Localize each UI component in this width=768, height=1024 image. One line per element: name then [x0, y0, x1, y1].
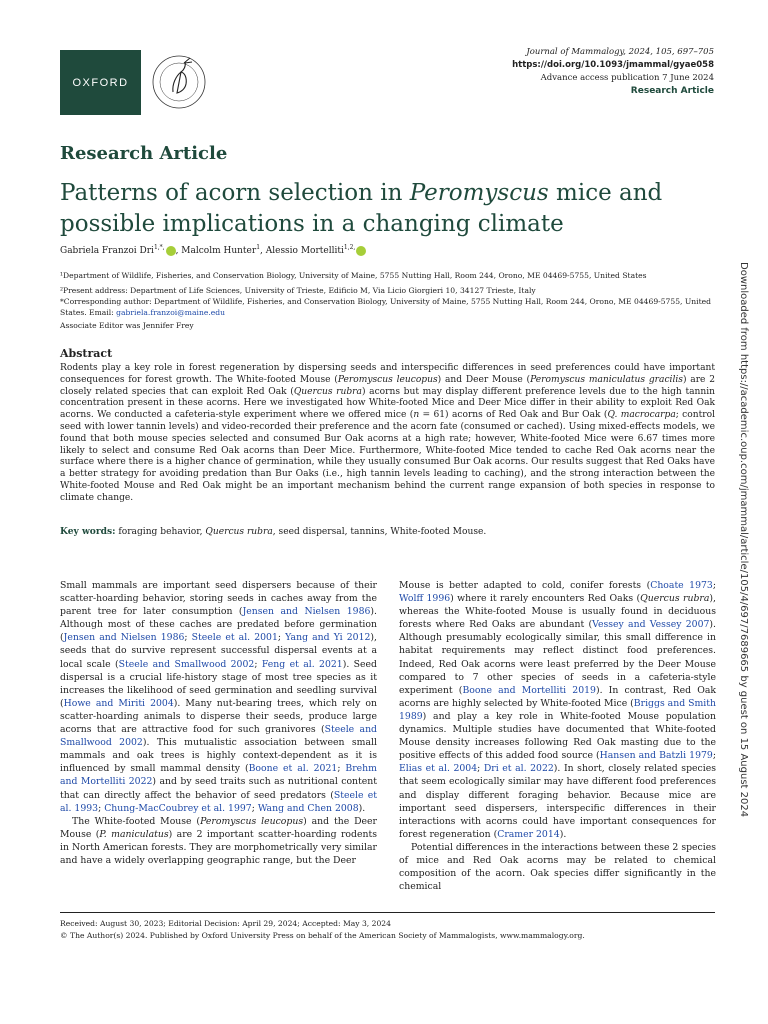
citation-link[interactable]: Steele et al. 1993: [60, 789, 377, 814]
corresponding-author: *Corresponding author: Department of Wildlife, Fisheries, and Conservation Biology, University of Maine, 5755 Nutting Hall, Room 244, Orono, ME 04469-5755, United States. Email: gabriela.franzoi@maine.edu: [60, 297, 711, 317]
citation-link[interactable]: Howe and Miriti 2004: [63, 697, 174, 709]
citation-link[interactable]: Chung-MacCoubrey et al. 1997: [104, 802, 252, 814]
citation-link[interactable]: Hansen and Batzli 1979: [599, 750, 713, 762]
publisher-name: OXFORD: [72, 76, 129, 89]
citation-link[interactable]: Choate 1973: [650, 580, 713, 591]
body-column-left: [60, 579, 377, 867]
abstract-heading: Abstract: [60, 347, 113, 360]
affiliation-2: ²Present address: Department of Life Sciences, University of Trieste, Edificio M, Via Licio Giorgieri 10, 34127 Trieste, Italy: [60, 286, 536, 295]
author-list: Gabriela Franzoi Dri$^{1,*,}$ , Malcolm Hunter$^1$, Alessio Mortelliti$^{1,2,}$: [60, 244, 366, 256]
citation-link[interactable]: Wolff 1996: [399, 593, 451, 605]
citation-link[interactable]: Cramer 2014: [497, 828, 560, 840]
keywords: Key words: foraging behavior, Quercus rubra, seed dispersal, tannins, White-footed Mouse.: [60, 526, 487, 537]
citation-link[interactable]: Vessey and Vessey 2007: [592, 619, 710, 631]
citation-link[interactable]: Jensen and Nielsen 1986: [63, 632, 185, 644]
paragraph: Potential differences in the interactions between these 2 species of mice and Red Oak acorns may be related to chemical composition of the acorn. Oak species differ significantly in the chemical: [399, 841, 716, 893]
received-dates: Received: August 30, 2023; Editorial Decision: April 29, 2024; Accepted: May 3, 2024: [60, 919, 391, 928]
journal-citation: Journal of Mammalogy, 2024, 105, 697–705: [526, 47, 714, 57]
citation-link[interactable]: Jensen and Nielsen 1986: [242, 606, 371, 618]
orcid-icon[interactable]: [166, 246, 176, 256]
citation-link[interactable]: Steele et al. 2001: [191, 632, 278, 644]
copyright: © The Author(s) 2024. Published by Oxford University Press on behalf of the American Society of Mammalogists, www.mammalogy.org.: [60, 930, 585, 940]
body-column-right: [399, 579, 716, 893]
oxford-logo[interactable]: [60, 50, 141, 115]
paragraph: Small mammals are important seed dispersers because of their scatter-hoarding behavior, storing seeds in caches away from the parent tree for later consumption (Jensen and Nielsen 1986). Although most of these caches are predated before germination (Jensen and Nielsen 1986; Steele et al. 2001; Yang and Yi 2012), seeds that do survive represent successful dispersal events at a local scale (Steele and Smallwood 2002; Feng et al. 2021). Seed dispersal is a crucial life-history stage of most tree species as it increases the likelihood of seed germination and seedling survival (Howe and Miriti 2004). Many nut-bearing trees, which rely on scatter-hoarding animals to disperse their seeds, produce large acorns that are attractive food for such granivores (Steele and Smallwood 2002). This mutualistic association between small mammals and oak trees is highly context-dependent as it is influenced by small mammal density (Boone et al. 2021; Brehm and Mortelliti 2022) and by seed traits such as nutritional content that can directly affect the behavior of seed predators (Steele et al. 1993; Chung-MacCoubrey et al. 1997; Wang and Chen 2008).: [60, 580, 378, 814]
author-name[interactable]: , Alessio Mortelliti: [260, 246, 344, 256]
citation-link[interactable]: Boone et al. 2021: [248, 763, 338, 775]
citation-link[interactable]: Dri et al. 2022: [483, 763, 554, 775]
journal-info: [512, 46, 714, 98]
footer-divider: [60, 912, 715, 913]
citation-link[interactable]: Boone and Mortelliti 2019: [462, 684, 596, 696]
citation-link[interactable]: Steele and Smallwood 2002: [118, 658, 255, 670]
download-watermark: Downloaded from https://academic.oup.com/jmammal/article/105/4/697/7689665 by guest on 15 August 2024: [738, 262, 749, 818]
author-name[interactable]: Gabriela Franzoi Dri: [60, 246, 154, 256]
citation-link[interactable]: Wang and Chen 2008: [257, 802, 359, 814]
citation-link[interactable]: Brehm and Mortelliti 2022: [60, 763, 377, 788]
article-title: Patterns of acorn selection in Peromyscus mice and possible implications in a changing climate: [60, 180, 663, 237]
email-link[interactable]: gabriela.franzoi@maine.edu: [116, 308, 225, 317]
citation-link[interactable]: Feng et al. 2021: [261, 658, 343, 670]
author-name[interactable]: , Malcolm Hunter: [175, 246, 257, 256]
doi-link[interactable]: https://doi.org/10.1093/jmammal/gyae058: [512, 60, 714, 70]
paragraph: Mouse is better adapted to cold, conifer forests (Choate 1973; Wolff 1996) where it rarely encounters Red Oaks (Quercus rubra), whereas the White-footed Mouse is usually found in deciduous forests where Red Oaks are abundant (Vessey and Vessey 2007). Although presumably ecologically similar, this small difference in habitat requirements may reflect distinct food preferences. Indeed, Red Oak acorns were least preferred by the Deer Mouse compared to 7 other species of seeds in a cafeteria-style experiment (Boone and Mortelliti 2019). In contrast, Red Oak acorns are highly selected by White-footed Mice (Briggs and Smith 1989) and play a key role in White-footed Mouse population dynamics. Multiple studies have documented that White-footed Mouse density increases following Red Oak masting due to the positive effects of this added food source (Hansen and Batzli 1979; Elias et al. 2004; Dri et al. 2022). In short, closely related species that seem ecologically similar may have different food preferences and display different foraging behavior. Because mice are important seed dispersers, interspecific differences in their interactions with acorns could have important consequences for forest regeneration (Cramer 2014).: [399, 580, 717, 840]
associate-editor: Associate Editor was Jennifer Frey: [60, 321, 194, 330]
paragraph: The White-footed Mouse (Peromyscus leucopus) and the Deer Mouse (P. maniculatus) are 2 important scatter-hoarding rodents in North American forests. They are morphometrically very similar and have a widely overlapping geographic range, but the Deer: [60, 815, 377, 866]
section-kicker: Research Article: [60, 143, 228, 164]
affiliation-1: ¹Department of Wildlife, Fisheries, and Conservation Biology, University of Maine, 5755 Nutting Hall, Room 244, Orono, ME 04469-5755, United States: [60, 271, 647, 280]
orcid-icon[interactable]: [356, 246, 366, 256]
keywords-label: Key words:: [60, 526, 116, 537]
footer: [60, 918, 715, 941]
abstract-text: Rodents play a key role in forest regeneration by dispersing seeds and interspecific differences in seed preferences could have important consequences for forest growth. The White-footed Mouse (Peromyscus leucopus) and Deer Mouse (Peromyscus maniculatus gracilis) are 2 closely related species that can exploit Red Oak (Quercus rubra) acorns but may display different preference levels due to the high tannin concentration present in these acorns. Here we investigated how White-footed Mice and Deer Mice differ in their ability to exploit Red Oak acorns. We conducted a cafeteria-style experiment where we offered mice (n = 61) acorns of Red Oak and Bur Oak (Q. macrocarpa; control seed with lower tannin levels) and video-recorded their preference and the acorn fate (consumed or cached). Using mixed-effects models, we found that both mouse species selected and consumed Bur Oak acorns at a high rate; however, White-footed Mice were 6.67 times more likely to select and consume Red Oak acorns than Deer Mice. Furthermore, White-footed Mice tended to cache Red Oak acorns near the surface where there is a higher chance of germination, while they usually consumed Bur Oak acorns. Our results suggest that Red Oaks have a better strategy for avoiding predation than Bur Oaks (i.e., high tannin levels leading to caching), and the strong interaction between the White-footed Mouse and Red Oak might be an important mechanism behind the current range expansion of both species in response to climate change.: [60, 363, 715, 503]
citation-link[interactable]: Steele and Smallwood 2002: [60, 724, 378, 749]
society-logo: [148, 48, 210, 116]
citation-link[interactable]: Yang and Yi 2012: [285, 632, 371, 644]
citation-link[interactable]: Briggs and Smith 1989: [399, 697, 717, 722]
advance-access: Advance access publication 7 June 2024: [540, 73, 714, 83]
article-type: Research Article: [630, 86, 714, 96]
citation-link[interactable]: Elias et al. 2004: [399, 763, 478, 775]
